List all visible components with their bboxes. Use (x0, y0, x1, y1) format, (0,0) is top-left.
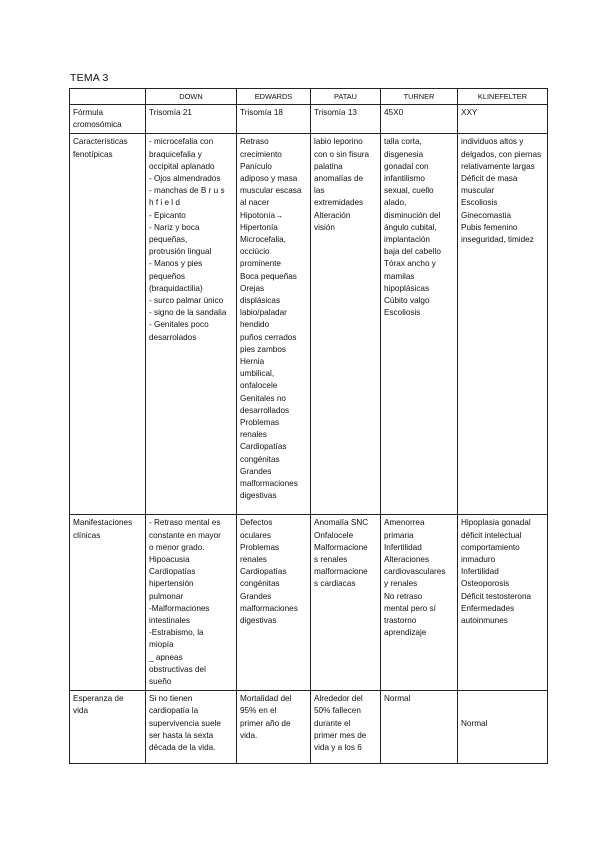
cell-line: Problemas (240, 542, 280, 552)
cell-line: aprendizaje (384, 628, 427, 638)
cell-line: Pubis femenino (461, 222, 518, 232)
cell-line: inseguridad, timidez (461, 235, 534, 245)
cell-line: Alteración (314, 210, 351, 220)
cell-line: baja del cabello (384, 247, 441, 257)
table-cell (381, 134, 458, 515)
cell-line: talla corta, (384, 137, 422, 147)
table-cell (237, 105, 311, 134)
cell-line: trastorno (384, 616, 417, 626)
cell-line: protrusión lingual (149, 247, 212, 257)
cell-line: individuos altos y (461, 137, 524, 147)
cell-line: s cardiacas (314, 579, 356, 589)
cell-line: hipoplásicas (384, 283, 430, 293)
cell-line: 50% fallecen (314, 706, 361, 716)
cell-line: No retraso (384, 591, 423, 601)
cell-line: displásicas (240, 296, 281, 306)
cell-line: - Epicanto (149, 210, 186, 220)
table-cell (146, 134, 237, 515)
cell-line: Cardiopatías (149, 567, 196, 577)
cell-line: - microcefalia con (149, 137, 214, 147)
cell-line: Malformacione (314, 542, 368, 552)
cell-line: Si no tienen (149, 694, 193, 704)
cell-line: Grandes (240, 591, 272, 601)
table-row (70, 105, 548, 134)
cell-line: occiúcio (240, 247, 270, 257)
table-cell (381, 105, 458, 134)
header-cell-klinefelter: KLINEFELTER (458, 89, 548, 105)
cell-line: las (314, 186, 325, 196)
cell-line: 45X0 (384, 108, 404, 117)
cell-line: XXY (461, 108, 478, 117)
cell-line: braquicefalia y (149, 149, 202, 159)
cell-line: gonadal con (384, 161, 429, 171)
table-cell (458, 134, 548, 515)
cell-line: muscular (461, 186, 495, 196)
cell-line: Cardiopatías (240, 442, 287, 452)
cell-line: con o sin fisura (314, 149, 370, 159)
table-cell (458, 515, 548, 691)
cell-line: Hernia (240, 357, 265, 367)
cell-line: onfalocele (240, 381, 278, 391)
cell-line: vida y a los 6 (314, 743, 362, 753)
cell-line: mamilas (384, 271, 415, 281)
cell-line: obstructivas del (149, 664, 206, 674)
cell-line: umbilical, (240, 369, 275, 379)
cell-line: prominente (240, 259, 281, 269)
cell-line: Genitales no (240, 393, 286, 403)
cell-line: Hipoplasia gonadal (461, 518, 531, 528)
table-cell (146, 691, 237, 764)
row-label-line: fenotípicas (73, 149, 113, 159)
cell-line: inmaduro (461, 555, 496, 565)
row-label-line: Fórmula (73, 108, 104, 117)
cell-line: pulmonar (149, 591, 184, 601)
cell-line: pequeños (149, 271, 185, 281)
cell-line: Defectos (240, 518, 273, 528)
header-cell-edwards: EDWARDS (237, 89, 311, 105)
header-corner-cell (70, 89, 146, 105)
cell-line: _ apneas (149, 652, 183, 662)
cell-line: disgenesia (384, 149, 424, 159)
cell-line: autoinmunes (461, 616, 508, 626)
cell-line: digestivas (240, 616, 277, 626)
cell-line: pies zambos (240, 344, 286, 354)
cell-line: Retraso (240, 137, 269, 147)
cell-line: sexual, cuello (384, 186, 434, 196)
cell-line: cardiopatía la (149, 706, 199, 716)
cell-line: Ginecomastia (461, 210, 512, 220)
table-cell (381, 691, 458, 764)
row-label-cell (70, 515, 146, 691)
cell-line: al nacer (240, 198, 270, 208)
cell-line: desarrolados (149, 332, 197, 342)
table-cell (311, 105, 381, 134)
cell-line: Alrededor del (314, 694, 363, 704)
cell-line: Trisomía 13 (314, 108, 357, 117)
cell-line (461, 705, 544, 717)
cell-line: Grandes (240, 466, 272, 476)
cell-line: Microcefalia, (240, 235, 286, 245)
cell-line: - surco palmar único (149, 296, 224, 306)
cell-line: Déficit de masa (461, 174, 518, 184)
table-cell (237, 515, 311, 691)
cell-line: Problemas (240, 418, 280, 428)
cell-line: Anomalía SNC (314, 518, 369, 528)
cell-line: Trisomía 21 (149, 108, 192, 117)
cell-line: pequeñas, (149, 235, 188, 245)
cell-line: s renales (314, 555, 348, 565)
cell-line: Normal (461, 718, 488, 728)
cell-line: Cúbito valgo (384, 296, 430, 306)
syndromes-table (69, 88, 548, 764)
cell-line: malformaciones (240, 479, 298, 489)
table-cell (311, 134, 381, 515)
page-title: TEMA 3 (70, 72, 109, 84)
cell-line: congénitas (240, 454, 280, 464)
cell-line: Hipertonía (240, 222, 278, 232)
cell-line: primer mes de (314, 730, 367, 740)
cell-line: malformacione (314, 567, 368, 577)
cell-line: puños cerrados (240, 332, 297, 342)
cell-line: occipital aplanado (149, 161, 215, 171)
cell-line: primaria (384, 530, 414, 540)
cell-line: Escoliosis (461, 198, 498, 208)
cell-line: sueño (149, 677, 172, 687)
table-cell (458, 691, 548, 764)
cell-line: Boca pequeñas (240, 271, 297, 281)
cell-line: visión (314, 222, 335, 232)
cell-line: comportamiento (461, 542, 520, 552)
cell-line: infantilismo (384, 174, 425, 184)
cell-line: - Genitales poco (149, 320, 209, 330)
cell-line: desarrollados (240, 405, 290, 415)
cell-line: Infertilidad (384, 542, 422, 552)
cell-line: vida. (240, 730, 258, 740)
cell-line: Mortalidad del (240, 694, 292, 704)
cell-line: Hipoacusia (149, 555, 190, 565)
table-row (70, 691, 548, 764)
cell-line: (braquidactilia) (149, 283, 203, 293)
cell-line: ángulo cubital, (384, 222, 437, 232)
table-row (70, 515, 548, 691)
cell-line: implantación (384, 235, 430, 245)
cell-line: ser hasta la sexta (149, 730, 214, 740)
cell-line: alado, (384, 198, 407, 208)
cell-line: hipertensión (149, 579, 194, 589)
cell-line: Hipotonía→ (240, 210, 284, 220)
table-cell (146, 515, 237, 691)
cell-line: -Malformaciones (149, 603, 210, 613)
table-cell (146, 105, 237, 134)
cell-line: Déficit testosterona (461, 591, 532, 601)
header-row (70, 89, 548, 105)
cell-line: palatina (314, 161, 343, 171)
cell-line: Panículo (240, 161, 272, 171)
header-cell-turner: TURNER (381, 89, 458, 105)
cell-line: Osteoporosis (461, 579, 510, 589)
cell-line: Escoliosis (384, 308, 421, 318)
table-cell (381, 515, 458, 691)
cell-line: - Ojos almendrados (149, 174, 221, 184)
row-label-line: vida (73, 706, 89, 716)
cell-line: extremidades (314, 198, 364, 208)
cell-line: labio leporino (314, 137, 363, 147)
cell-line: primer año de (240, 718, 291, 728)
table-cell (237, 134, 311, 515)
cell-line: crecimiento (240, 149, 282, 159)
row-label-cell (70, 105, 146, 134)
cell-line: anomalías de (314, 174, 364, 184)
cell-line: cardiovasculares (384, 567, 446, 577)
header-cell-down: DOWN (146, 89, 237, 105)
header-cell-patau: PATAU (311, 89, 381, 105)
cell-line: hendido (240, 320, 270, 330)
cell-line: Tórax ancho y (384, 259, 436, 269)
cell-line: y renales (384, 579, 418, 589)
cell-line: Orejas (240, 283, 265, 293)
cell-line: durante el (314, 718, 351, 728)
cell-line: constante en mayor (149, 530, 221, 540)
cell-line: Alteraciones (384, 555, 430, 565)
cell-line: década de la vida. (149, 743, 216, 753)
cell-line: delgados, con piernas (461, 149, 542, 159)
cell-line: disminución del (384, 210, 441, 220)
cell-line: - Retraso mental es (149, 518, 221, 528)
table-cell (311, 515, 381, 691)
cell-line: intestinales (149, 616, 190, 626)
cell-line: - Manos y pies (149, 259, 203, 269)
cell-line: supervivencia suele (149, 718, 221, 728)
cell-line: mental pero sí (384, 603, 436, 613)
cell-line: adiposo y masa (240, 174, 298, 184)
cell-line: congénitas (240, 579, 280, 589)
row-label-line: clínicas (73, 530, 101, 540)
cell-line: - signo de la sandalia (149, 308, 227, 318)
row-label-line: cromosómica (73, 120, 122, 130)
cell-line: 95% en el (240, 706, 277, 716)
cell-line: relativamente largas (461, 161, 535, 171)
cell-line: Normal (384, 694, 411, 704)
cell-line: - manchas de B r u s (149, 186, 225, 196)
cell-line: h f i e l d (149, 198, 180, 208)
cell-line: Trisomía 18 (240, 108, 283, 117)
cell-line: muscular escasa (240, 186, 302, 196)
cell-line (461, 693, 544, 705)
cell-line: oculares (240, 530, 271, 540)
table-row (70, 134, 548, 515)
row-label-line: Esperanza de (73, 694, 124, 704)
cell-line: déficit intelectual (461, 530, 522, 540)
table-cell (237, 691, 311, 764)
row-label-cell (70, 691, 146, 764)
cell-line: digestivas (240, 491, 277, 501)
cell-line: malformaciones (240, 603, 298, 613)
table-cell (458, 105, 548, 134)
cell-line: Cardiopatías (240, 567, 287, 577)
cell-line: Enfermedades (461, 603, 515, 613)
cell-line: Amenorrea (384, 518, 425, 528)
row-label-cell (70, 134, 146, 515)
row-label-line: Manifestaciones (73, 518, 133, 528)
cell-line: labio/paladar (240, 308, 287, 318)
cell-line: -Estrabismo, la (149, 628, 204, 638)
cell-line: Onfalocele (314, 530, 354, 540)
cell-line: - Nariz y boca (149, 222, 200, 232)
row-label-line: Características (73, 137, 128, 147)
cell-line: miopía (149, 640, 174, 650)
cell-line: o menor grado. (149, 542, 205, 552)
table-cell (311, 691, 381, 764)
cell-line: renales (240, 555, 267, 565)
cell-line: Infertilidad (461, 567, 499, 577)
cell-line: renales (240, 430, 267, 440)
